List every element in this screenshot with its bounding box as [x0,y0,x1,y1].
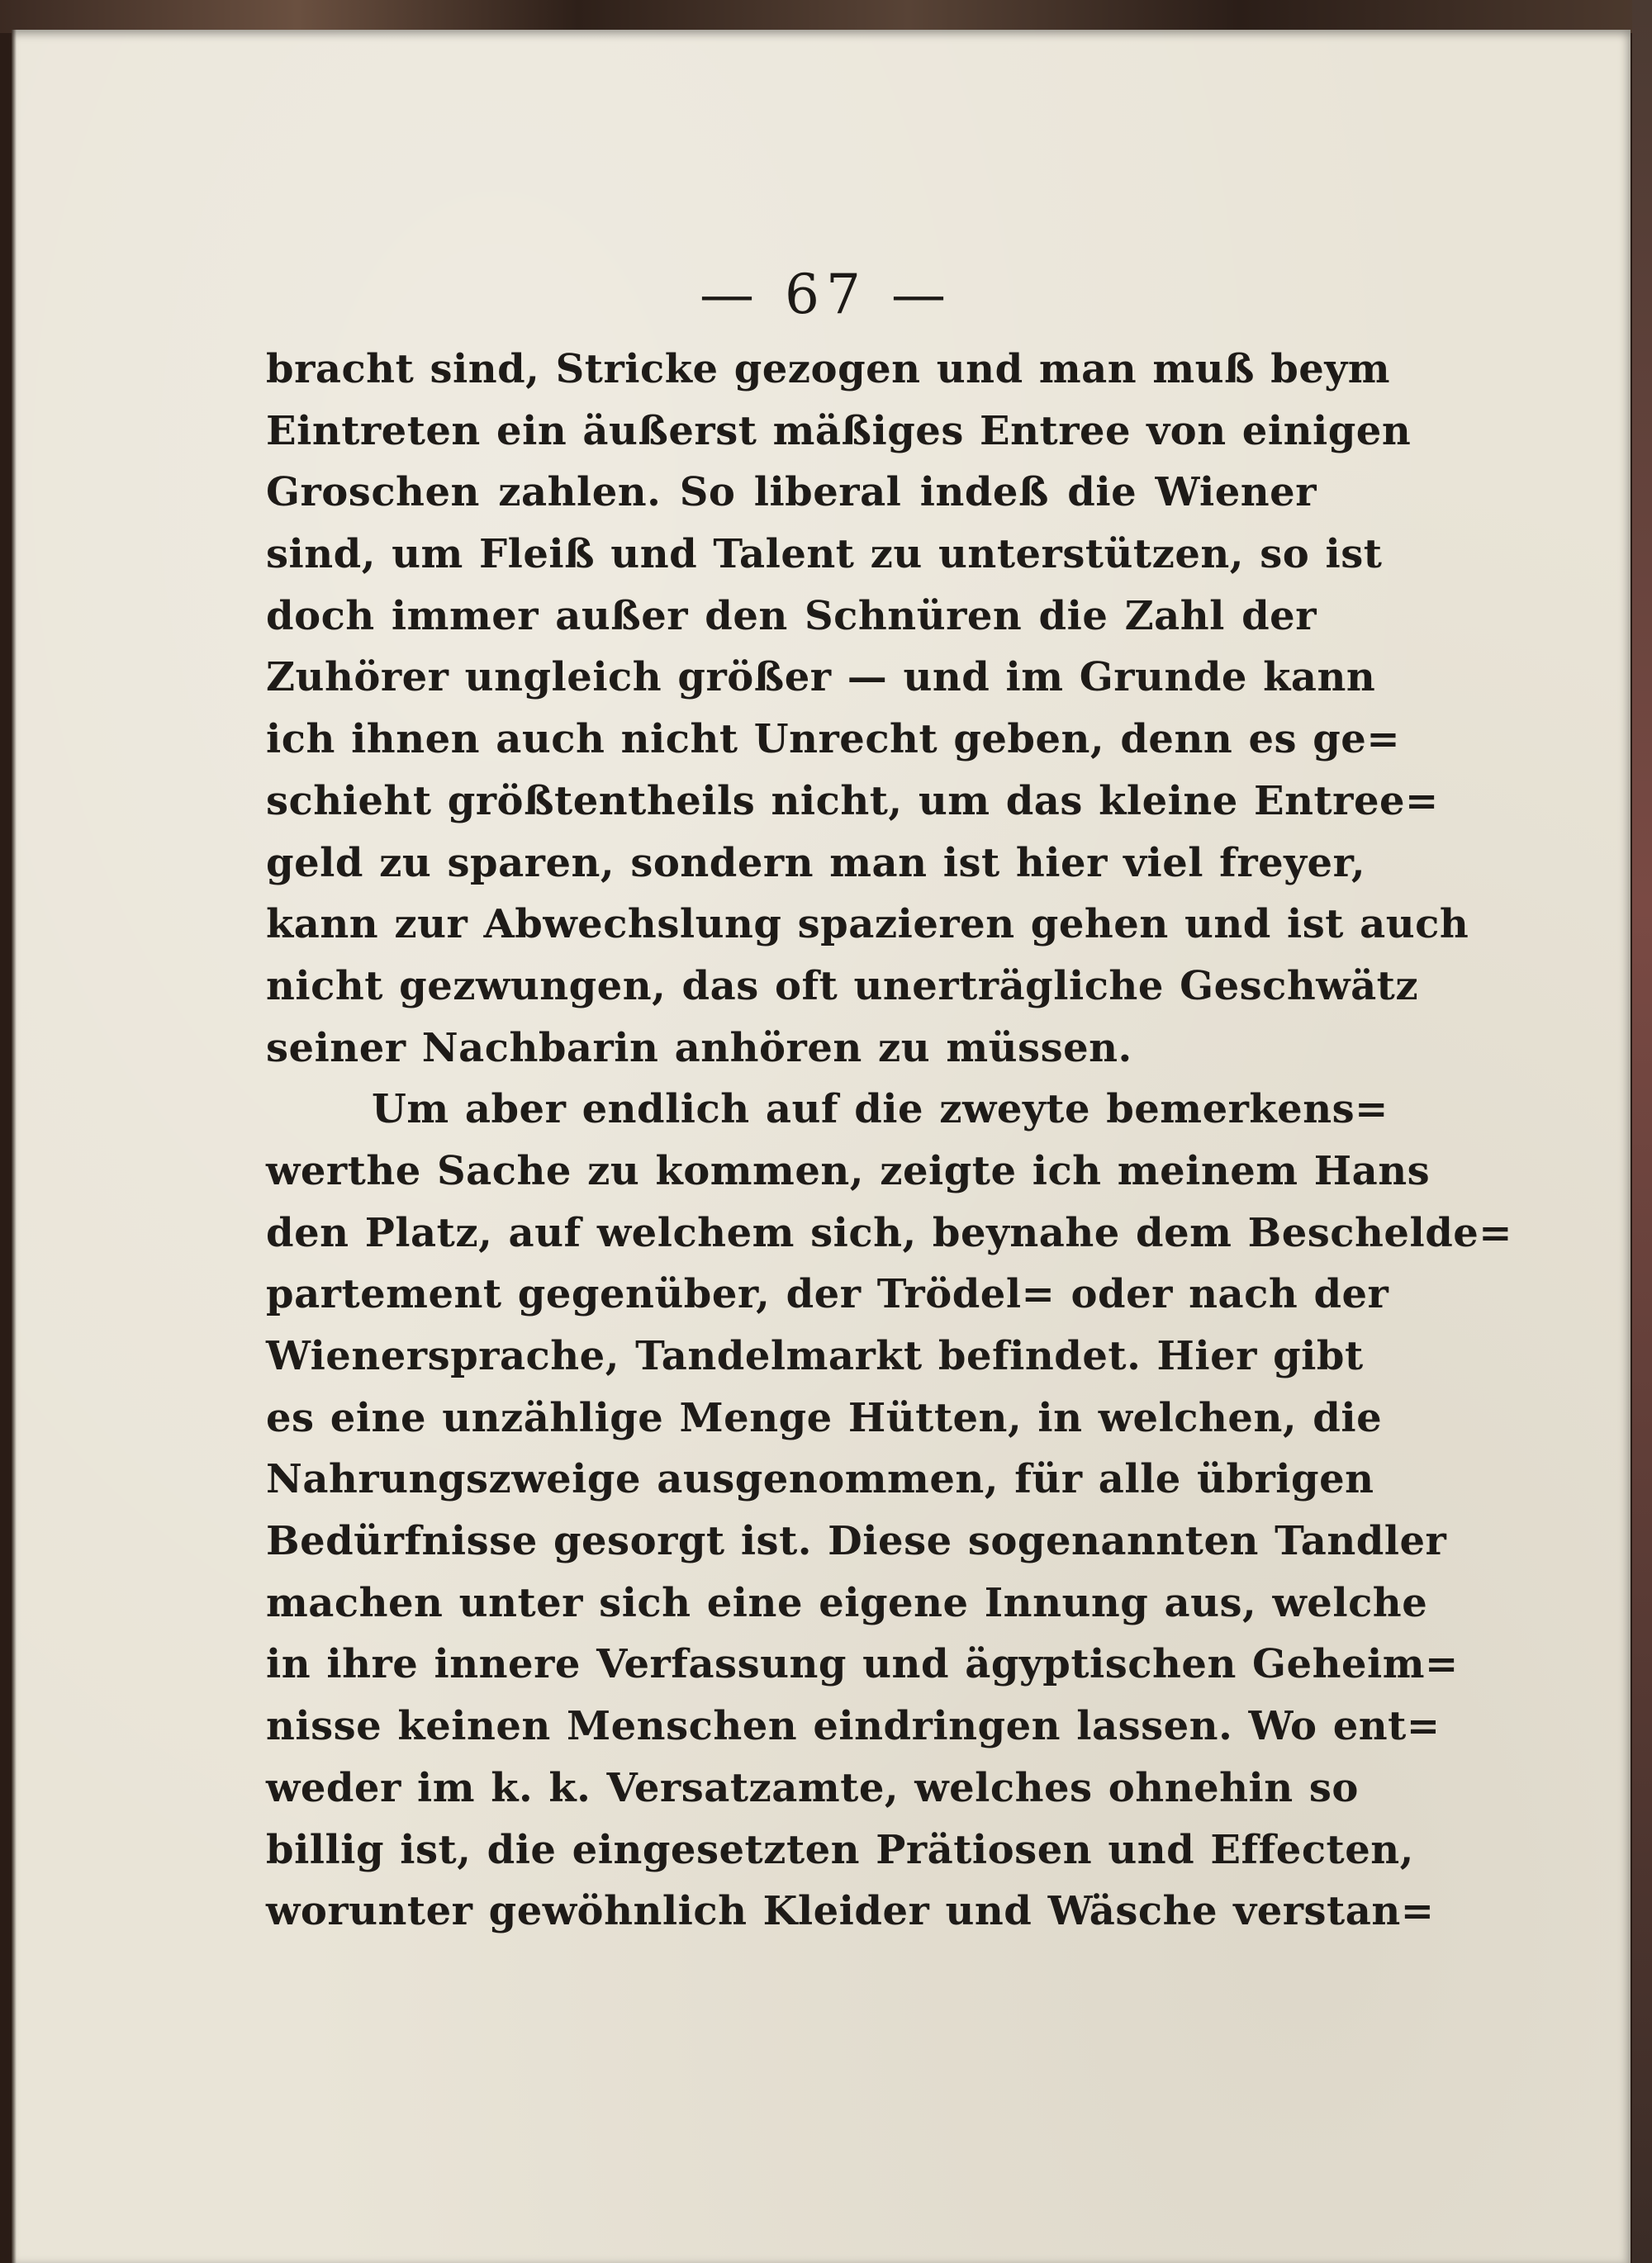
text-line: den Platz, auf welchem sich, beynahe dem Beschelde= [266,1209,1513,1256]
text-line: schieht größtentheils nicht, um das kleine Entree= [266,777,1439,824]
text-line: doch immer außer den Schnüren die Zahl der [266,592,1317,639]
text-line: geld zu sparen, sondern man ist hier viel freyer, [266,839,1366,886]
text-line: sind, um Fleiß und Talent zu unterstützen, so ist [266,531,1383,578]
book-cover-right-edge [1632,0,1652,2263]
text-line: partement gegenüber, der Trödel= oder nach der [266,1271,1389,1318]
text-line: Eintreten ein äußerst mäßiges Entree von einigen [266,407,1412,454]
text-line-paragraph-end: seiner Nachbarin anhören zu müssen. [266,1024,1132,1071]
text-line: worunter gewöhnlich Kleider und Wäsche verstan= [266,1888,1435,1935]
text-line: nicht gezwungen, das oft unerträgliche Geschwätz [266,962,1419,1009]
book-cover-top-edge [0,0,1652,33]
text-line: Nahrungszweige ausgenommen, für alle übrigen [266,1456,1374,1503]
text-line: es eine unzählige Menge Hütten, in welchen, die [266,1394,1383,1441]
page-number: — 67 — [700,263,952,326]
text-line: billig ist, die eingesetzten Prätiosen und Effecten, [266,1826,1414,1873]
text-line: in ihre innere Verfassung und ägyptischen Geheim= [266,1641,1459,1688]
body-text [266,339,1513,1943]
text-line: nisse keinen Menschen eindringen lassen. Wo ent= [266,1703,1441,1750]
text-line: kann zur Abwechslung spazieren gehen und ist auch [266,901,1469,948]
text-line: bracht sind, Stricke gezogen und man muß beym [266,346,1390,392]
text-line: Groschen zahlen. So liberal indeß die Wiener [266,469,1317,516]
text-line: Wienersprache, Tandelmarkt befindet. Hier gibt [266,1333,1364,1379]
text-line: machen unter sich eine eigene Innung aus, welche [266,1579,1428,1626]
page-gutter-shadow [12,30,17,2263]
text-line: Bedürfnisse gesorgt ist. Diese sogenannten Tandler [266,1518,1447,1565]
text-line: werthe Sache zu kommen, zeigte ich meinem Hans [266,1147,1431,1194]
text-line: Zuhörer ungleich größer — und im Grunde kann [266,654,1376,701]
text-line: weder im k. k. Versatzamte, welches ohnehin so [266,1764,1359,1811]
text-line: ich ihnen auch nicht Unrecht geben, denn es ge= [266,716,1401,763]
text-line-paragraph-start: Um aber endlich auf die zweyte bemerkens= [372,1086,1389,1133]
